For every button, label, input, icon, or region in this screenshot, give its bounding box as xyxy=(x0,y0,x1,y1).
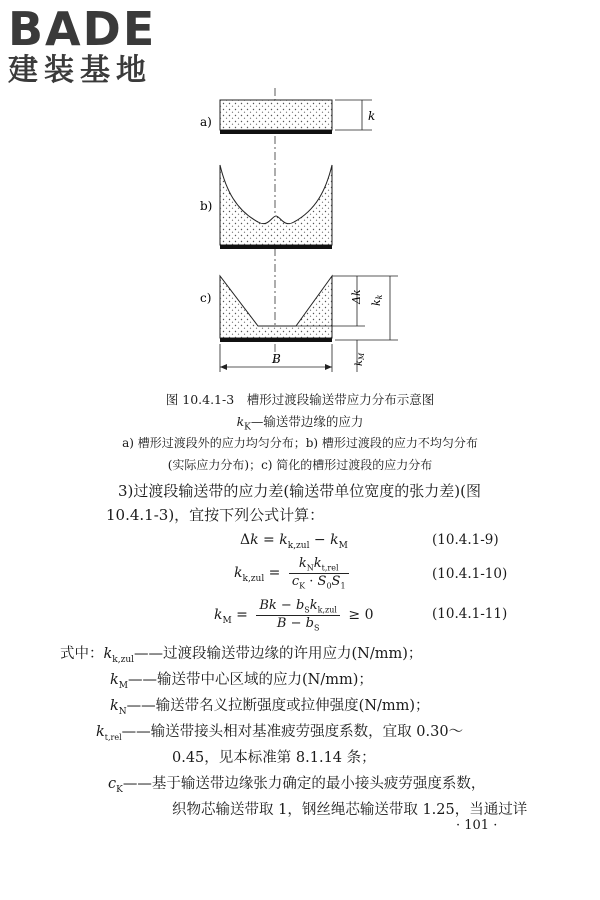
logo-subtitle: 建装基地 xyxy=(8,53,152,88)
dim-B: B xyxy=(272,352,281,366)
belt-c xyxy=(220,338,332,342)
dim-kk: kk xyxy=(370,294,384,306)
equation-1-number: (10.4.1-9) xyxy=(432,532,499,548)
panel-label-c: c) xyxy=(200,291,212,305)
figure-note-2: (实际应力分布)；c) 简化的槽形过渡段的应力分布 xyxy=(167,458,433,472)
figure-caption: 图 10.4.1-3 槽形过渡段输送带应力分布示意图 xyxy=(165,392,435,407)
page-number: · 101 · xyxy=(456,818,498,833)
belt-a xyxy=(220,130,332,134)
dim-delta-k: Δk xyxy=(350,289,363,304)
belt-b xyxy=(220,245,332,249)
definition-item: $c_K——$基于输送带边缘张力确定的最小接头疲劳强度系数， xyxy=(108,776,486,795)
equation-3-number: (10.4.1-11) xyxy=(432,606,508,622)
definition-item: 式中：$k_{k,zul}——$过渡段输送带边缘的许用应力(N/mm)； xyxy=(60,646,423,665)
equation-2: $k_{k,zul}$ = $\frac{k_Nk_{t,rel}}{c_K \cdot S_0S_1}$ xyxy=(234,556,353,590)
panel-label-a: a) xyxy=(200,115,212,129)
equation-1: $\Delta k = k_{k,zul} - k_M$ xyxy=(240,532,348,551)
paragraph-line-1: 3)过渡段输送带的应力差(输送带单位宽度的张力差)(图 xyxy=(118,482,481,500)
definition-item: 0.45，见本标准第 8.1.14 条； xyxy=(172,750,376,766)
definition-item: $k_M——$输送带中心区域的应力(N/mm)； xyxy=(110,672,373,691)
definition-item: $k_{t,rel}——$输送带接头相对基准疲劳强度系数，宜取 0.30～ xyxy=(96,724,464,742)
uniform-stress-block xyxy=(220,100,332,130)
equation-2-number: (10.4.1-10) xyxy=(432,566,508,582)
definition-item: $k_N——$输送带名义拉断强度或拉伸强度(N/mm)； xyxy=(110,698,430,717)
figure-note-1: a) 槽形过渡段外的应力均匀分布；b) 槽形过渡段的应力不均匀分布 xyxy=(122,436,478,450)
paragraph-line-2: 10.4.1-3)，宜按下列公式计算： xyxy=(106,506,325,524)
equation-3: $k_M$ = $\frac{Bk - b_Sk_{k,zul}}{B - b_S}$ ≥ 0 xyxy=(214,598,374,633)
logo-text: BADE xyxy=(8,2,157,56)
dim-km: $k_M$ xyxy=(354,352,366,366)
figure-legend: $k_K—$输送带边缘的应力 xyxy=(236,414,364,433)
nonuniform-stress-area xyxy=(220,165,332,245)
dim-k-a: k xyxy=(368,109,376,123)
simplified-stress-area xyxy=(220,276,332,338)
panel-label-b: b) xyxy=(200,199,213,213)
stress-distribution-figure xyxy=(0,0,600,380)
definition-item: 织物芯输送带取 1，钢丝绳芯输送带取 1.25，当通过详 xyxy=(172,802,528,818)
